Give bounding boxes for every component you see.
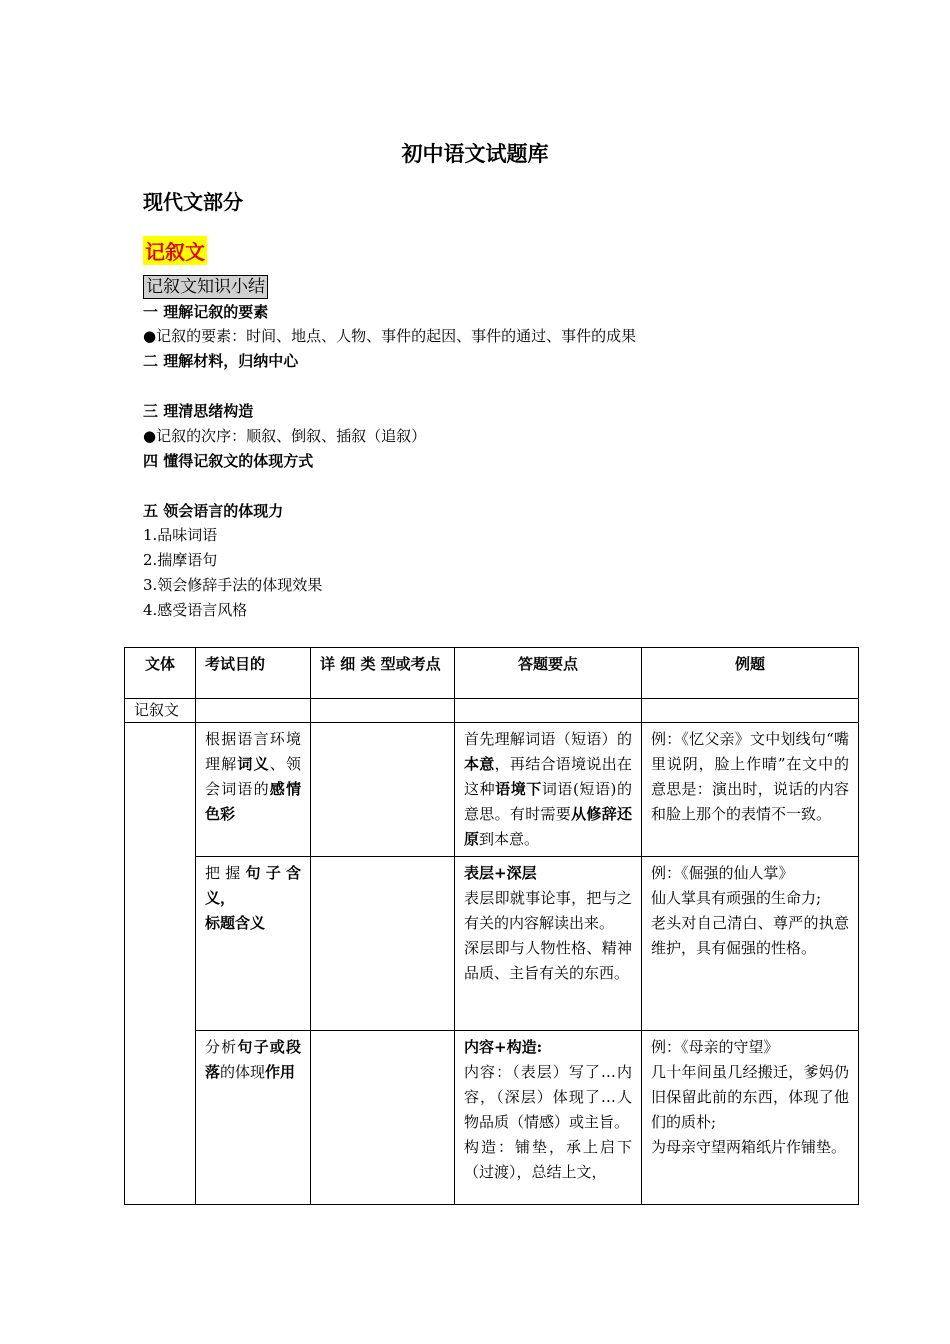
example-cell: 例：《母亲的守望》 几十年间虽几经搬迁，爹妈仍旧保留此前的东西，体现了他们的质朴; 为母亲守望两箱纸片作铺垫。	[642, 1031, 859, 1205]
outline-item-6: 四 懂得记叙文的体现方式	[143, 452, 314, 470]
goal-cell: 根据语言环境理解词义、领会词语的感情色彩	[196, 723, 311, 857]
outline-item-2: ●记叙的要素：时间、地点、人物、事件的起因、事件的通过、事件的成果	[143, 327, 637, 345]
goal-cell: 把握句子含义， 标题含义	[196, 857, 311, 1031]
summary-box-heading: 记叙文知识小结	[143, 275, 268, 299]
empty-cell	[196, 699, 311, 723]
document-title: 初中语文试题库	[401, 141, 549, 166]
goal-cell: 分析句子或段落的体现作用	[196, 1031, 311, 1205]
type-cell	[311, 857, 455, 1031]
outline-item-11: 4.感受语言风格	[143, 601, 248, 619]
genre-heading-highlighted: 记叙文	[143, 236, 207, 265]
example-cell: 例：《倔强的仙人掌》 仙人掌具有顽强的生命力; 老头对自己清白、尊严的执意维护，具有倔强的性格。	[642, 857, 859, 1031]
points-cell: 表层+深层 表层即就事论事，把与之有关的内容解读出来。 深层即与人物性格、精神品质、主旨有关的东西。	[455, 857, 642, 1031]
type-cell	[311, 1031, 455, 1205]
header-example: 例题	[642, 648, 859, 699]
outline-item-7: 五 领会语言的体现力	[143, 502, 284, 520]
header-genre: 文体	[125, 648, 196, 699]
genre-merged-cell	[125, 723, 196, 1205]
empty-cell	[455, 699, 642, 723]
genre-row	[125, 699, 859, 723]
section-heading: 现代文部分	[143, 190, 243, 214]
type-cell	[311, 723, 455, 857]
outline-item-4: 三 理清思绪构造	[143, 402, 254, 420]
empty-cell	[311, 699, 455, 723]
outline-item-9: 2.揣摩语句	[143, 551, 218, 569]
points-cell: 首先理解词语（短语）的本意，再结合语境说出在这种语境下词语(短语)的意思。有时需要从修辞还原到本意。	[455, 723, 642, 857]
outline-item-3: 二 理解材料，归纳中心	[143, 352, 299, 370]
table-row	[125, 857, 859, 1031]
table-row	[125, 723, 859, 857]
example-cell: 例：《忆父亲》文中划线句“嘴里说阴，脸上作晴”在文中的意思是：演出时，说话的内容和脸上那个的表情不一致。	[642, 723, 859, 857]
table-row	[125, 1031, 859, 1205]
table-header-row	[125, 648, 859, 699]
outline-item-8: 1.品味词语	[143, 526, 218, 544]
header-points: 答题要点	[455, 648, 642, 699]
points-cell: 内容+构造: 内容：（表层）写了…内容，（深层）体现了…人物品质（情感）或主旨。 构造：铺垫，承上启下（过渡），总结上文，	[455, 1031, 642, 1205]
outline-item-5: ●记叙的次序：顺叙、倒叙、插叙（追叙）	[143, 427, 427, 445]
outline-item-10: 3.领会修辞手法的体现效果	[143, 576, 323, 594]
outline-item-1: 一 理解记叙的要素	[143, 303, 269, 321]
header-goal: 考试目的	[196, 648, 311, 699]
exam-table	[124, 647, 859, 1205]
header-type: 详 细 类 型或考点	[311, 648, 455, 699]
empty-cell	[642, 699, 859, 723]
genre-cell: 记叙文	[125, 699, 196, 723]
